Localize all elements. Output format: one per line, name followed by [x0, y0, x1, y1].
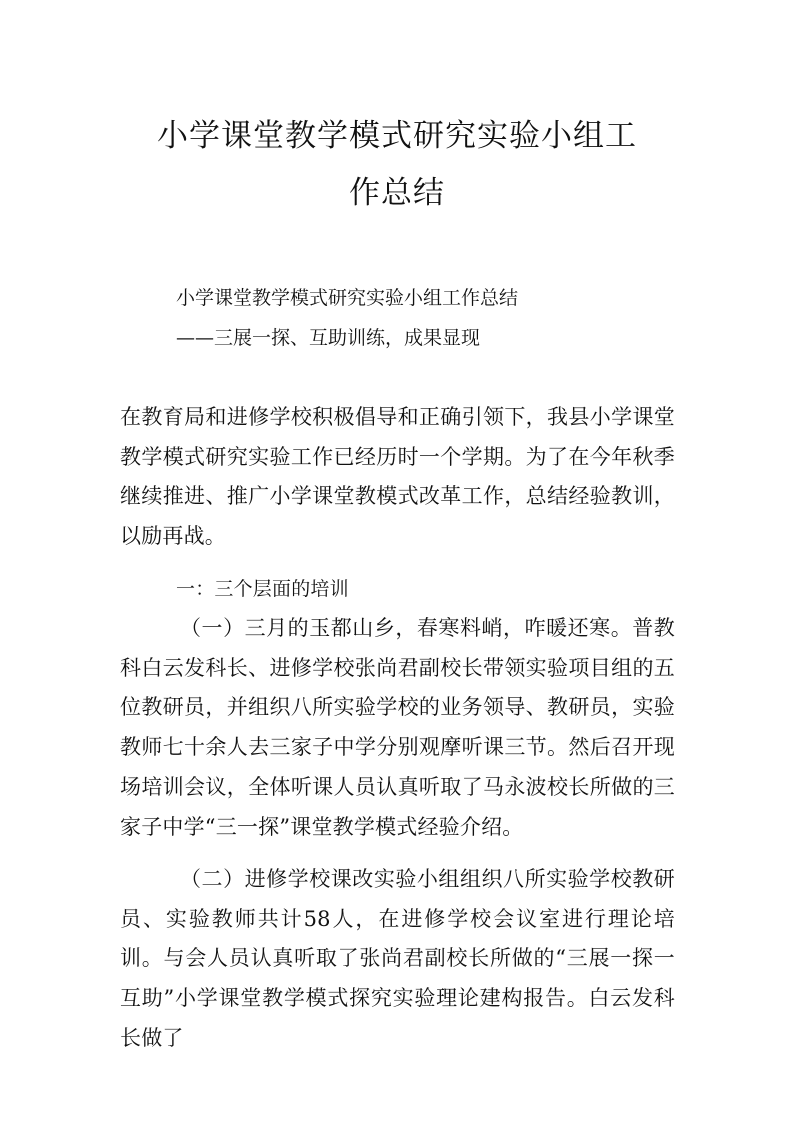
section-heading: 一：三个层面的培训	[176, 578, 349, 600]
document-subtitle: 小学课堂教学模式研究实验小组工作总结	[176, 287, 519, 309]
document-tagline: ——三展一探、互助训练，成果显现	[176, 327, 481, 349]
paragraph-item-1: （一）三月的玉都山乡，春寒料峭，咋暖还寒。普教科白云发科长、进修学校张尚君副校长带领实验项目组的五位教研员，并组织八所实验学校的业务领导、教研员，实验教师七十余人去三家子中学分别观摩听课三节。然后召开现场培训会议，全体听课人员认真听取了马永波校长所做的三家子中学“三一探”课堂教学模式经验介绍。	[120, 616, 675, 839]
document-title-line-2: 作总结	[349, 175, 445, 211]
intro-paragraph: 在教育局和进修学校积极倡导和正确引领下，我县小学课堂教学模式研究实验工作已经历时一个学期。为了在今年秋季继续推进、推广小学课堂教模式改革工作，总结经验教训，以励再战。	[120, 405, 675, 549]
paragraph-item-2: （二）进修学校课改实验小组组织八所实验学校教研员、实验教师共计58人，在进修学校会议室进行理论培训。与会人员认真听取了张尚君副校长所做的“三展一探一互助”小学课堂教学模式探究实验理论建构报告。白云发科长做了	[120, 867, 675, 1050]
document-title-line-1: 小学课堂教学模式研究实验小组工	[157, 118, 637, 154]
